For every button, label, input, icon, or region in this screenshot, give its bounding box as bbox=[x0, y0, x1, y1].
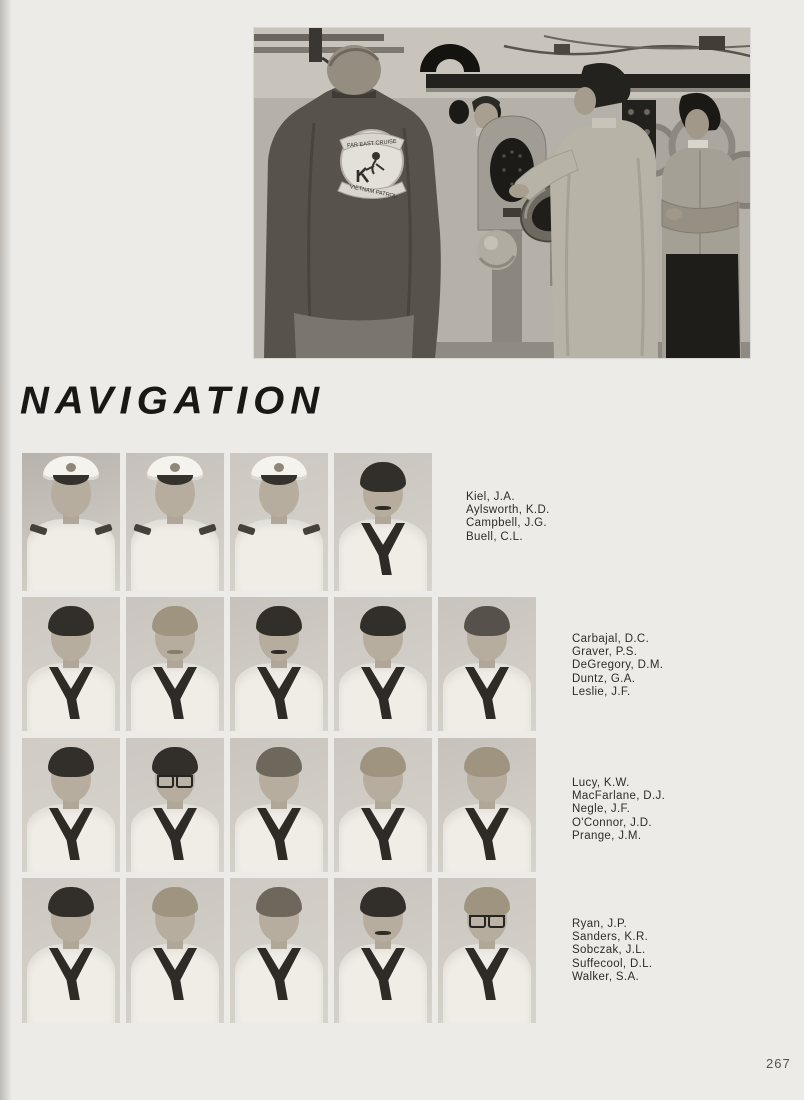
hair bbox=[360, 747, 406, 777]
roster-name: Duntz, G.A. bbox=[572, 672, 636, 685]
glasses bbox=[469, 915, 505, 929]
mustache bbox=[375, 931, 391, 935]
hair bbox=[464, 606, 510, 636]
hair bbox=[360, 606, 406, 636]
portrait-photo bbox=[126, 878, 224, 1023]
portrait-photo bbox=[230, 738, 328, 872]
hair bbox=[152, 887, 198, 917]
portrait-photo bbox=[334, 738, 432, 872]
hair bbox=[48, 606, 94, 636]
uniform-jumper bbox=[27, 519, 115, 591]
hair bbox=[464, 887, 510, 917]
roster-row-1 bbox=[466, 491, 550, 544]
hair bbox=[152, 606, 198, 636]
hair bbox=[360, 887, 406, 917]
roster-name: DeGregory, D.M. bbox=[572, 659, 664, 672]
portrait-photo bbox=[334, 597, 432, 731]
portrait-photo bbox=[230, 597, 328, 731]
roster-name: O'Connor, J.D. bbox=[572, 816, 652, 829]
officer-cap bbox=[43, 456, 99, 480]
portrait-photo bbox=[126, 453, 224, 591]
hair bbox=[256, 606, 302, 636]
roster-name: MacFarlane, D.J. bbox=[572, 790, 666, 803]
hair bbox=[256, 747, 302, 777]
officer-cap bbox=[251, 456, 307, 480]
portrait-photo bbox=[438, 738, 536, 872]
navigation-training-photo bbox=[254, 28, 750, 358]
roster-name: Sanders, K.R. bbox=[572, 931, 649, 944]
portrait-photo bbox=[22, 597, 120, 731]
roster-name: Leslie, J.F. bbox=[572, 685, 631, 698]
portrait-photo bbox=[126, 738, 224, 872]
roster-row-4 bbox=[572, 918, 652, 984]
portrait-photo bbox=[22, 738, 120, 872]
roster-name: Aylsworth, K.D. bbox=[466, 504, 550, 517]
portrait-photo bbox=[22, 878, 120, 1023]
mustache bbox=[271, 650, 287, 654]
roster-name: Ryan, J.P. bbox=[572, 918, 628, 930]
roster-name: Graver, P.S. bbox=[572, 646, 638, 659]
hair bbox=[152, 747, 198, 777]
roster-row-3 bbox=[572, 777, 665, 843]
portrait-photo bbox=[126, 597, 224, 731]
portrait-photo bbox=[438, 878, 536, 1023]
cruise-patch bbox=[338, 130, 406, 200]
page-binding-shadow bbox=[0, 0, 12, 1100]
portrait-photo bbox=[230, 453, 328, 591]
roster-name: Negle, J.F. bbox=[572, 803, 631, 816]
roster-name: Lucy, K.W. bbox=[572, 777, 630, 789]
portrait-photo bbox=[22, 453, 120, 591]
section-title: NAVIGATION bbox=[20, 379, 326, 423]
hair bbox=[48, 747, 94, 777]
glasses bbox=[157, 775, 193, 789]
officer-cap bbox=[147, 456, 203, 480]
hair bbox=[48, 887, 94, 917]
hair bbox=[256, 887, 302, 917]
roster-name: Carbajal, D.C. bbox=[572, 633, 650, 645]
patch-text-top: FAR EAST CRUISE bbox=[346, 138, 397, 150]
roster-name: Walker, S.A. bbox=[572, 970, 640, 983]
hair bbox=[360, 462, 406, 492]
portrait-photo bbox=[334, 453, 432, 591]
page-number: 267 bbox=[766, 1056, 791, 1071]
roster-name: Kiel, J.A. bbox=[466, 491, 515, 503]
patch-text-bottom: VIETNAM PATROL bbox=[349, 184, 398, 200]
roster-name: Prange, J.M. bbox=[572, 829, 642, 842]
portrait-photo bbox=[438, 597, 536, 731]
roster-name: Campbell, J.G. bbox=[466, 517, 547, 530]
roster-name: Sobczak, J.L. bbox=[572, 944, 646, 957]
roster-name: Buell, C.L. bbox=[466, 530, 523, 543]
mustache bbox=[167, 650, 183, 654]
mustache bbox=[375, 506, 391, 510]
portrait-photo bbox=[230, 878, 328, 1023]
photo-scene bbox=[254, 28, 750, 358]
portrait-photo bbox=[334, 878, 432, 1023]
roster-name: Suffecool, D.L. bbox=[572, 957, 653, 970]
uniform-jumper bbox=[235, 519, 323, 591]
uniform-jumper bbox=[131, 519, 219, 591]
roster-row-2 bbox=[572, 633, 663, 699]
hair bbox=[464, 747, 510, 777]
